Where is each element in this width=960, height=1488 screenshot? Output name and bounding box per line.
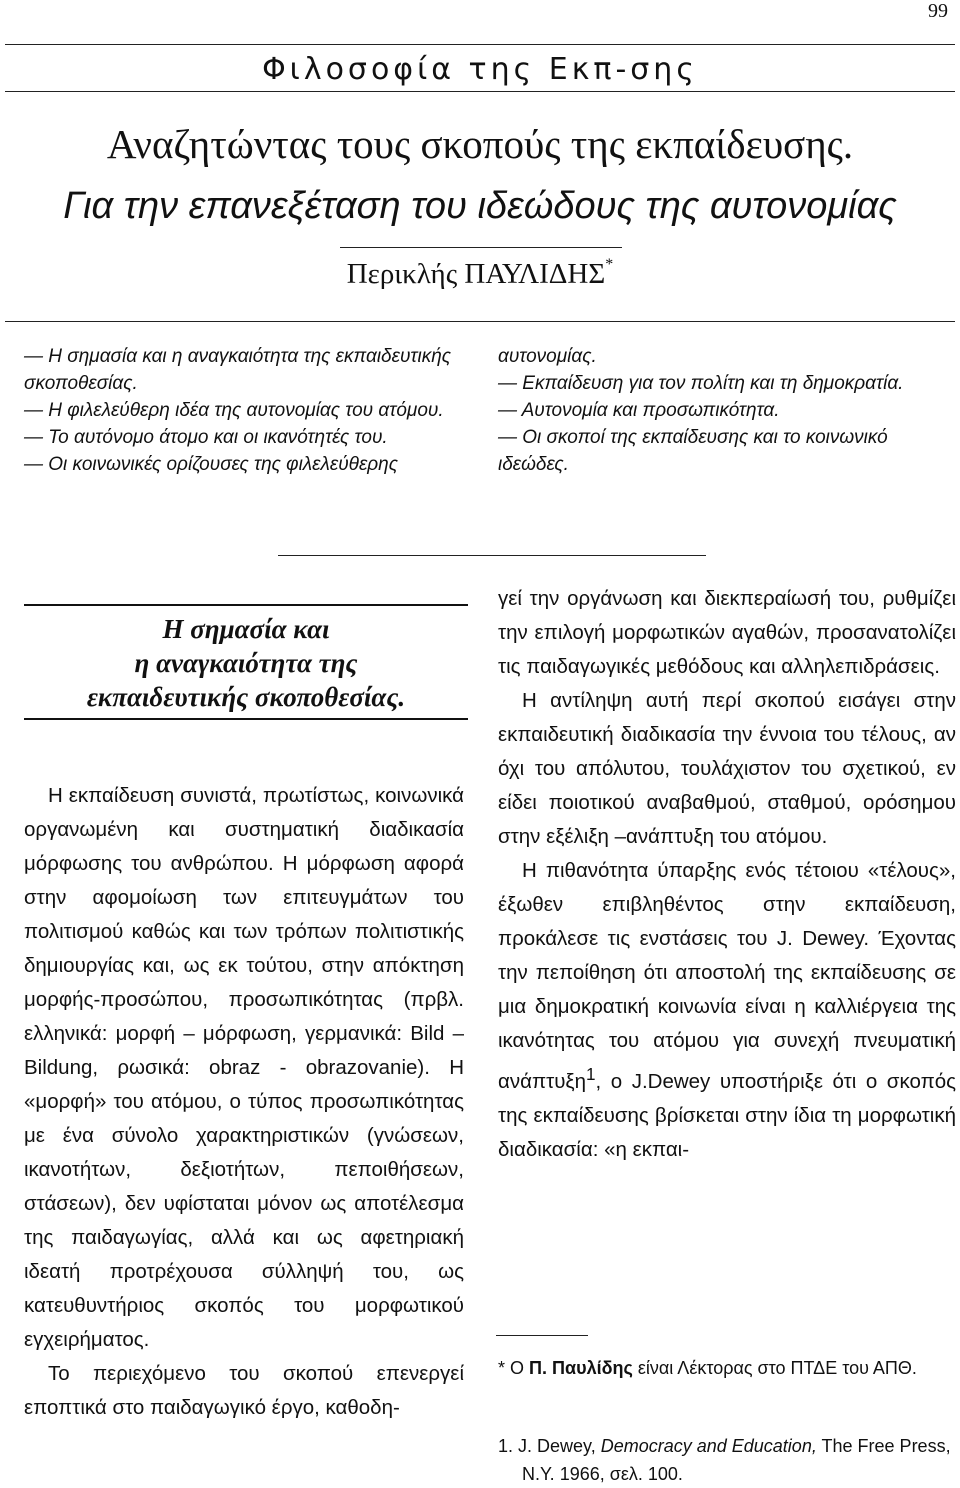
toc-item: — Το αυτόνομο άτομο και οι ικανότητές του.	[24, 427, 388, 448]
footnote-mark: * Ο	[498, 1358, 525, 1378]
header-rule	[5, 91, 955, 92]
toc-item: — Αυτονομία και προσωπικότητα.	[498, 400, 780, 421]
author-footnote-mark: *	[605, 256, 614, 273]
author-byline	[0, 258, 960, 291]
title-rule	[340, 247, 622, 248]
footnote-number: 1. J. Dewey,	[498, 1436, 596, 1456]
toc-item: — Η φιλελεύθερη ιδέα της αυτονομίας του ατόμου.	[24, 400, 444, 421]
paragraph-text: , ο J.Dewey υποστήριξε ότι ο σκοπός της εκπαίδευσης βρίσκεται στην ίδια τη μορφωτική διαδικασία: «η εκπαι-	[498, 1069, 956, 1161]
footnote-rule	[496, 1335, 588, 1336]
footnote-ref[interactable]: 1	[586, 1065, 596, 1084]
paragraph: Η αντίληψη αυτή περί σκοπού εισάγει στην εκπαιδευτική διαδικασία την έννοια του τέλους, αν όχι του απόλυτου, τουλάχιστον του σχετικού, εν είδει ποιοτικού αναβαθμού, σταθμού, ορόσημου στην εξέλιξη –ανάπτυξη του ατόμου.	[498, 689, 956, 848]
paragraph: Η εκπαίδευση συνιστά, πρωτίστως, κοινωνικά οργανωμένη και συστηματική διαδικασία μόρφωσης του ανθρώπου. Η μόρφωση αφορά στην αφομοίωση των επιτευγμάτων του πολιτισμού καθώς και των τρόπων πολιτιστικής δημιουργίας και, ως εκ τούτου, στην απόκτηση μορφής-προσώπου, προσωπικότητας (πρβλ. ελληνικά: μορφή – μόρφωση, γερμανικά: Bild –Bildung, ρωσικά: obraz - obrazovanie). Η «μορφή» του ατόμου, ο τύπος προσωπικότητας με ένα σύνολο χαρακτηριστικών (γνώσεων, ικανοτήτων, δεξιοτήτων, πεποιθήσεων, στάσεων), δεν υφίσταται μόνον ως αποτέλεσμα της παιδαγωγίας, αλλά και ως αφετηριακή ιδεατή προτρέχουσα σύλληψή του, ως κατευθυντήριος σκοπός του μορφωτικού εγχειρήματος.	[24, 784, 464, 1351]
footnote-1	[498, 1432, 958, 1488]
section-divider	[278, 555, 706, 556]
paragraph-text: Η πιθανότητα ύπαρξης ενός τέτοιου «τέλους», έξωθεν επιβληθέντος στην εκπαίδευση, προκάλεσε τις ενστάσεις του J. Dewey. Έχοντας την πεποίθηση ότι αποστολή της εκπαίδευσης σε μια δημοκρατική κοινωνία είναι η καλλιέργεια της ικανότητας του ατόμου για συνεχή πνευματική ανάπτυξη	[498, 859, 956, 1093]
footnote-text: είναι Λέκτορας στο ΠΤΔΕ του ΑΠΘ.	[637, 1358, 917, 1378]
toc-item: — Η σημασία και η αναγκαιότητα της εκπαιδευτικής σκοποθεσίας.	[24, 346, 452, 394]
section-heading-line: Η σημασία και	[162, 614, 330, 644]
section-heading	[24, 604, 468, 720]
footnote-author	[498, 1354, 958, 1382]
toc-left-column	[24, 343, 476, 478]
footnote-text: The Free Press, N.Y. 1966, σελ. 100.	[522, 1436, 951, 1484]
author-rule	[5, 321, 955, 322]
body-column-left	[24, 779, 464, 1425]
top-rule	[5, 44, 955, 45]
body-column-right	[498, 582, 956, 1167]
toc-item: — Οι κοινωνικές ορίζουσες της φιλελεύθερης	[24, 454, 398, 475]
footnote-book-title: Democracy and Education,	[600, 1436, 817, 1456]
paragraph	[498, 854, 956, 1167]
article-title: Αναζητώντας τους σκοπούς της εκπαίδευσης.	[106, 121, 854, 167]
paragraph: Το περιεχόμενο του σκοπού επενεργεί εποπτικά στο παιδαγωγικό έργο, καθοδη-	[24, 1362, 464, 1419]
toc-item: αυτονομίας.	[498, 346, 597, 367]
article-subtitle: Για την επανεξέταση του ιδεώδους της αυτονομίας	[63, 185, 897, 227]
running-head: Φιλοσοφία της Εκπ-σης	[262, 52, 698, 87]
page-number: 99	[928, 0, 948, 22]
author-name: Περικλής ΠΑΥΛΙΔΗΣ	[346, 258, 606, 290]
section-heading-line: η αναγκαιότητα της	[134, 648, 358, 678]
section-heading-line: εκπαιδευτικής σκοποθεσίας.	[86, 682, 406, 712]
toc-right-column	[498, 343, 953, 478]
toc-item: — Οι σκοποί της εκπαίδευσης και το κοινωνικό ιδεώδες.	[498, 427, 888, 475]
toc-item: — Εκπαίδευση για τον πολίτη και τη δημοκρατία.	[498, 373, 904, 394]
paragraph: γεί την οργάνωση και διεκπεραίωσή του, ρυθμίζει την επιλογή μορφωτικών αγαθών, προσανατολίζει τις παιδαγωγικές μεθόδους και αλληλεπιδράσεις.	[498, 587, 956, 678]
footnote-author-name: Π. Παυλίδης	[529, 1358, 633, 1378]
